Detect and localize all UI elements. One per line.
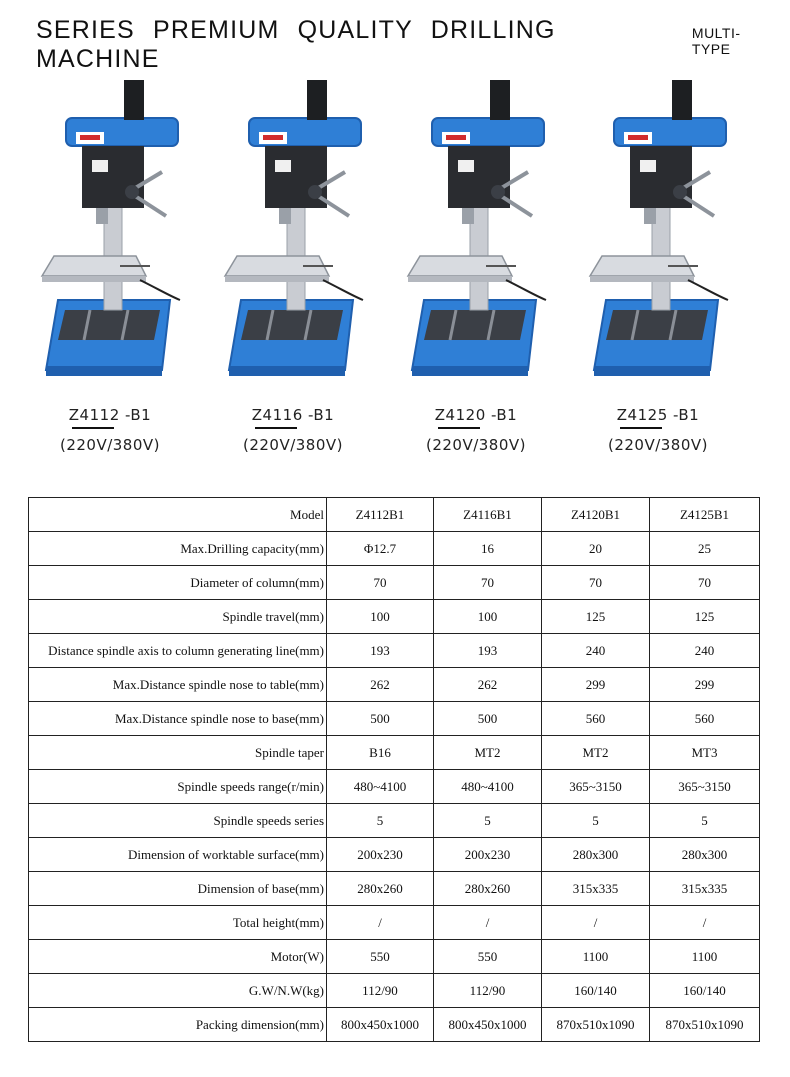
spec-value-cell: 280x260: [434, 872, 542, 906]
header-model-cell: Z4120B1: [542, 498, 650, 532]
head-body: [82, 146, 144, 208]
spec-label-cell: Packing dimension(mm): [29, 1008, 327, 1042]
spec-value-cell: 480~4100: [327, 770, 434, 804]
spec-value-cell: 5: [650, 804, 760, 838]
worktable-edge: [408, 276, 512, 282]
control-panel: [92, 160, 108, 172]
spec-value-cell: 240: [542, 634, 650, 668]
header-label-cell: Model: [29, 498, 327, 532]
spec-label-cell: Max.Drilling capacity(mm): [29, 532, 327, 566]
base-table-surface: [606, 310, 708, 340]
table-row: [29, 940, 760, 974]
spec-value-cell: 200x230: [434, 838, 542, 872]
machine-model-label: Z4112 -B1: [68, 406, 152, 424]
machine-model-label: Z4116 -B1: [251, 406, 335, 424]
machine-card: [20, 70, 200, 460]
table-row: [29, 566, 760, 600]
drill-press-image: [386, 70, 566, 390]
table-row: [29, 736, 760, 770]
spec-value-cell: 20: [542, 532, 650, 566]
table-row: [29, 872, 760, 906]
spec-value-cell: 112/90: [434, 974, 542, 1008]
machine-model-label: Z4125 -B1: [616, 406, 700, 424]
spec-value-cell: 125: [542, 600, 650, 634]
page-subtitle: MULTI-TYPE: [691, 25, 741, 57]
spec-value-cell: 365~3150: [650, 770, 760, 804]
worktable-edge: [42, 276, 146, 282]
spec-value-cell: MT2: [542, 736, 650, 770]
machine-gallery: [0, 70, 790, 460]
spec-label-cell: Spindle taper: [29, 736, 327, 770]
spec-value-cell: /: [650, 906, 760, 940]
power-cable: [140, 280, 180, 300]
drill-press-image: [203, 70, 383, 390]
spec-value-cell: 240: [650, 634, 760, 668]
header-model-cell: Z4112B1: [327, 498, 434, 532]
machine-card: [568, 70, 748, 460]
spec-label-cell: Distance spindle axis to column generating line(mm): [29, 634, 327, 668]
handle-hub: [125, 185, 139, 199]
power-cable: [506, 280, 546, 300]
spec-label-cell: Spindle speeds series: [29, 804, 327, 838]
spindle: [644, 208, 656, 224]
machine-voltage-label: (220V/380V): [59, 436, 161, 454]
spec-label-cell: Spindle speeds range(r/min): [29, 770, 327, 804]
machine-card: [386, 70, 566, 460]
motor: [307, 80, 327, 120]
spec-value-cell: 70: [327, 566, 434, 600]
spec-value-cell: MT2: [434, 736, 542, 770]
spec-value-cell: 560: [542, 702, 650, 736]
spec-table-body: [29, 498, 760, 1042]
table-row: [29, 804, 760, 838]
page-header: [36, 16, 776, 73]
base-table-surface: [58, 310, 160, 340]
spec-value-cell: MT3: [650, 736, 760, 770]
spec-value-cell: 365~3150: [542, 770, 650, 804]
spec-value-cell: 5: [542, 804, 650, 838]
head-body: [630, 146, 692, 208]
spec-value-cell: 112/90: [327, 974, 434, 1008]
spec-value-cell: 200x230: [327, 838, 434, 872]
base-front: [594, 366, 710, 376]
spec-value-cell: 280x260: [327, 872, 434, 906]
spec-value-cell: 193: [327, 634, 434, 668]
spec-value-cell: 70: [542, 566, 650, 600]
spec-value-cell: 100: [327, 600, 434, 634]
control-panel: [640, 160, 656, 172]
spec-value-cell: 560: [650, 702, 760, 736]
model-underline: [255, 427, 297, 429]
spec-value-cell: 550: [327, 940, 434, 974]
spec-value-cell: 100: [434, 600, 542, 634]
spec-label-cell: Dimension of base(mm): [29, 872, 327, 906]
brand-badge-stripe: [80, 135, 100, 140]
spec-value-cell: 16: [434, 532, 542, 566]
spec-value-cell: 315x335: [542, 872, 650, 906]
spec-value-cell: /: [434, 906, 542, 940]
spindle: [462, 208, 474, 224]
spec-value-cell: 70: [650, 566, 760, 600]
spec-value-cell: 299: [542, 668, 650, 702]
machine-voltage-label: (220V/380V): [425, 436, 527, 454]
table-row: [29, 770, 760, 804]
worktable-edge: [590, 276, 694, 282]
brand-badge-stripe: [628, 135, 648, 140]
spec-value-cell: /: [542, 906, 650, 940]
spec-value-cell: 299: [650, 668, 760, 702]
table-row: [29, 838, 760, 872]
spec-value-cell: 315x335: [650, 872, 760, 906]
spec-label-cell: Diameter of column(mm): [29, 566, 327, 600]
drill-press-image: [568, 70, 748, 390]
spec-label-cell: Motor(W): [29, 940, 327, 974]
base-table-surface: [424, 310, 526, 340]
machine-voltage-label: (220V/380V): [242, 436, 344, 454]
spindle: [279, 208, 291, 224]
page-title: SERIES PREMIUM QUALITY DRILLING MACHINE: [36, 16, 556, 73]
brand-badge-stripe: [263, 135, 283, 140]
machine-card: [203, 70, 383, 460]
spec-value-cell: 870x510x1090: [542, 1008, 650, 1042]
base-front: [229, 366, 345, 376]
spec-value-cell: 25: [650, 532, 760, 566]
head-body: [448, 146, 510, 208]
head-body: [265, 146, 327, 208]
model-underline: [72, 427, 114, 429]
spec-value-cell: 500: [327, 702, 434, 736]
motor: [124, 80, 144, 120]
control-panel: [275, 160, 291, 172]
table-row: [29, 1008, 760, 1042]
spec-value-cell: 70: [434, 566, 542, 600]
spec-value-cell: 800x450x1000: [434, 1008, 542, 1042]
handle-hub: [308, 185, 322, 199]
specification-table: [28, 497, 760, 1042]
drill-press-image: [20, 70, 200, 390]
power-cable: [323, 280, 363, 300]
machine-model-label: Z4120 -B1: [434, 406, 518, 424]
table-row: [29, 634, 760, 668]
motor: [490, 80, 510, 120]
spec-value-cell: 5: [327, 804, 434, 838]
table-row: [29, 702, 760, 736]
spec-label-cell: Total height(mm): [29, 906, 327, 940]
spec-value-cell: Φ12.7: [327, 532, 434, 566]
spec-value-cell: 262: [327, 668, 434, 702]
spec-value-cell: 125: [650, 600, 760, 634]
spec-value-cell: /: [327, 906, 434, 940]
brand-badge-stripe: [446, 135, 466, 140]
spec-value-cell: 160/140: [650, 974, 760, 1008]
spec-value-cell: 870x510x1090: [650, 1008, 760, 1042]
control-panel: [458, 160, 474, 172]
power-cable: [688, 280, 728, 300]
base-front: [46, 366, 162, 376]
spec-label-cell: Dimension of worktable surface(mm): [29, 838, 327, 872]
motor: [672, 80, 692, 120]
spec-label-cell: Spindle travel(mm): [29, 600, 327, 634]
spec-value-cell: 1100: [650, 940, 760, 974]
handle-hub: [673, 185, 687, 199]
spindle: [96, 208, 108, 224]
base-front: [412, 366, 528, 376]
spec-value-cell: 280x300: [650, 838, 760, 872]
spec-value-cell: B16: [327, 736, 434, 770]
spec-value-cell: 500: [434, 702, 542, 736]
spec-label-cell: Max.Distance spindle nose to base(mm): [29, 702, 327, 736]
table-row: [29, 974, 760, 1008]
spec-value-cell: 280x300: [542, 838, 650, 872]
spec-value-cell: 550: [434, 940, 542, 974]
base-table-surface: [241, 310, 343, 340]
table-header-row: [29, 498, 760, 532]
table-row: [29, 668, 760, 702]
worktable-edge: [225, 276, 329, 282]
spec-label-cell: G.W/N.W(kg): [29, 974, 327, 1008]
header-model-cell: Z4125B1: [650, 498, 760, 532]
table-row: [29, 600, 760, 634]
spec-value-cell: 800x450x1000: [327, 1008, 434, 1042]
spec-label-cell: Max.Distance spindle nose to table(mm): [29, 668, 327, 702]
spec-value-cell: 1100: [542, 940, 650, 974]
table-row: [29, 906, 760, 940]
machine-voltage-label: (220V/380V): [607, 436, 709, 454]
model-underline: [620, 427, 662, 429]
handle-hub: [491, 185, 505, 199]
table-row: [29, 532, 760, 566]
header-model-cell: Z4116B1: [434, 498, 542, 532]
spec-value-cell: 480~4100: [434, 770, 542, 804]
spec-value-cell: 160/140: [542, 974, 650, 1008]
spec-value-cell: 193: [434, 634, 542, 668]
model-underline: [438, 427, 480, 429]
spec-value-cell: 5: [434, 804, 542, 838]
spec-value-cell: 262: [434, 668, 542, 702]
